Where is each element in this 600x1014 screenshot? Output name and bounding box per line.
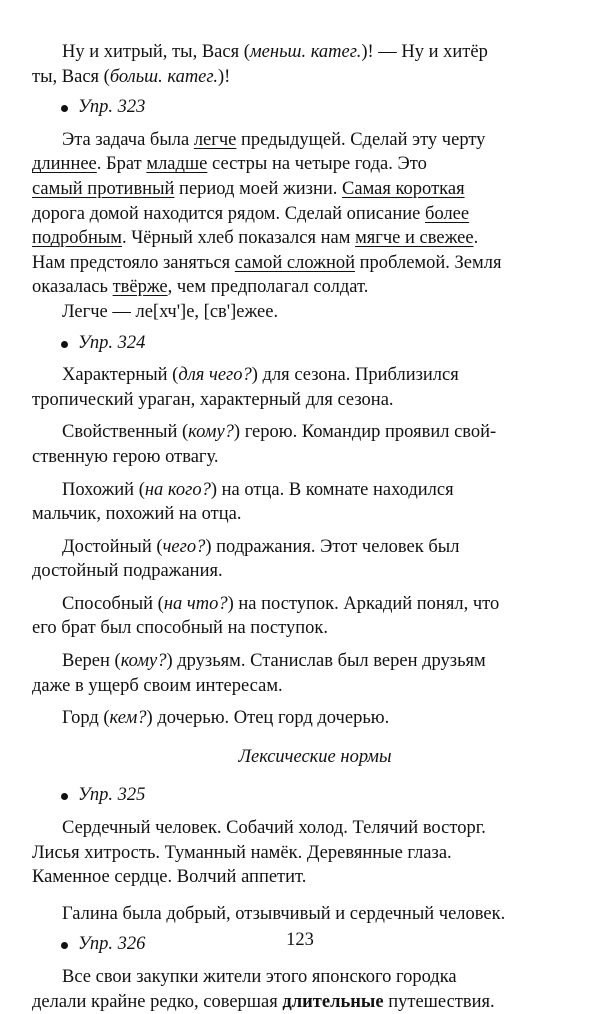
exercise-324-heading: Упр. 324 (68, 331, 568, 356)
intro-paragraph: Ну и хитрый, ты, Вася (меньш. катег.)! — Ну и хитёр ты, Вася (больш. катег.)! (32, 42, 488, 87)
exercise-323-heading: Упр. 323 (68, 95, 568, 120)
phonetic-note: Легче — ле[хч']е, [св']ежее. (62, 301, 279, 322)
section-title: Лексические нормы (238, 746, 392, 767)
page-number: 123 (286, 930, 314, 950)
exercise-326-text: Все свои закупки жители этого японского городка делали крайне редко, совершая длительные путешествия. (32, 967, 495, 1012)
exercise-324-text: Характерный (для чего?) для сезона. Приблизился тропический ураган, характерный для сезона. Свойственный (кому?) герою. Командир проявил свой- ственную герою отвагу. Похожий (на кого?) на отца. В комнате находился мальчик, похожий на отца. Достойный (чего?) подражания. Этот человек был достойный подражания. Способный (на что?) на поступок. Аркадий понял, что его брат был способный на поступок. Верен (кому?) друзьям. Станислав был верен друзьям даже в ущерб своим интересам. Горд (кем?) дочерью. Отец горд дочерью. (32, 365, 500, 729)
exercise-325-heading: Упр. 325 (68, 783, 568, 808)
exercise-326-heading: Упр. 326 (68, 932, 568, 957)
exercise-323-text: Эта задача была легче предыдущей. Сделай эту черту длиннее. Брат младше сестры на четыре года. Это самый противный период моей жизни. Самая короткая дорога домой находится рядом. Сделай описание более подробным. Чёрный хлеб показался нам мягче и свежее. Нам предстояло заняться самой сложной проблемой. Земля оказалась твёрже, чем предполагал солдат. Легче — ле[хч']е, [св']ежее. (62, 128, 568, 325)
exercise-325-text: Сердечный человек. Собачий холод. Телячий восторг. Лисья хитрость. Туманный намёк. Деревянные глаза. Каменное сердце. Волчий аппетит. Галина была добрый, отзывчивый и сердечный человек. (32, 818, 506, 924)
